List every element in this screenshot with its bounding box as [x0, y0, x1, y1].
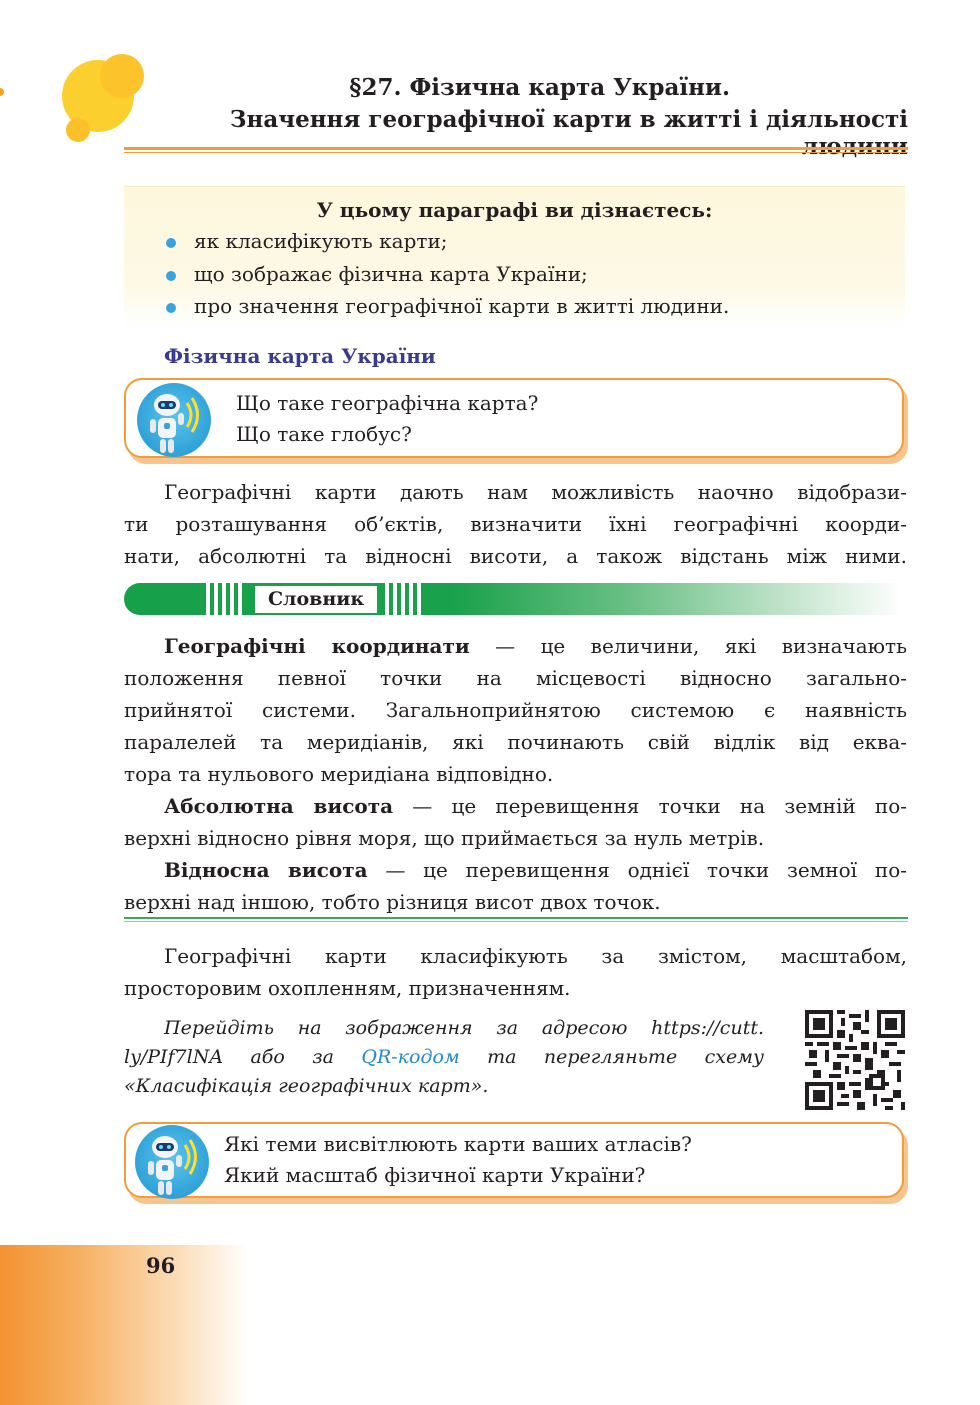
text-line: верхні відносно рівня моря, що приймається за нуль метрів.: [124, 826, 765, 850]
bar-stripe: [409, 583, 413, 615]
bar-stripe: [214, 583, 218, 615]
classify-paragraph: [124, 940, 907, 1004]
bullet-dot-icon: [166, 238, 176, 248]
definition-start: — це величини, які визначають: [469, 634, 908, 658]
learn-item: що зображає фізична карта України;: [194, 262, 588, 286]
text-line: [124, 854, 907, 886]
term: Відносна висота: [164, 858, 368, 882]
text-line: [124, 630, 907, 662]
dictionary-divider-thin: [124, 921, 908, 922]
text-line: нати, абсолютні та відносні висоти, а також відстань між ними.: [124, 544, 907, 568]
definition-start: — це перевищення однієї точки земної по-: [367, 858, 907, 882]
paragraph-title-line1: §27. Фізична карта України.: [349, 74, 730, 101]
bar-stripe: [417, 583, 421, 615]
question-line: Що таке глобус?: [236, 422, 412, 446]
text-line: «Класифікація географічних карт».: [124, 1075, 489, 1097]
text-line: положення певної точки на місцевості відносно загально-: [124, 666, 907, 690]
text-line: [124, 790, 907, 822]
text-line: прийнятої системи. Загальноприйнятою системою є наявність: [124, 698, 907, 722]
learn-box-heading: У цьому параграфі ви дізнаєтесь:: [316, 198, 713, 222]
page-number: 96: [146, 1253, 176, 1278]
bar-stripe: [385, 583, 389, 615]
robot-icon: [135, 1125, 209, 1199]
intro-paragraph: [124, 476, 907, 572]
section-heading: Фізична карта України: [164, 344, 436, 368]
question-line: Який масштаб фізичної карти України?: [224, 1163, 646, 1187]
bar-stripe: [222, 583, 226, 615]
decor-circle-edge: [0, 88, 4, 96]
text-line: Географічні карти дають нам можливість наочно відобрази-: [164, 480, 907, 504]
bar-stripe: [393, 583, 397, 615]
bar-stripe: [238, 583, 242, 615]
question-line: Які теми висвітлюють карти ваших атласів?: [224, 1132, 692, 1156]
term: Географічні координати: [164, 634, 470, 658]
text-fragment: ly/PIf7lNA або за: [124, 1046, 362, 1068]
bar-stripe: [230, 583, 234, 615]
bar-stripe: [401, 583, 405, 615]
paragraph-title-line2: Значення географічної карти в житті і діяльності: [229, 106, 908, 133]
dictionary-label: Словник: [254, 585, 378, 614]
text-fragment: та перегляньте схему: [459, 1046, 764, 1068]
term: Абсолютна висота: [164, 794, 394, 818]
definition-start: — це перевищення точки на земній по-: [393, 794, 907, 818]
title-divider-thin: [124, 152, 908, 153]
text-line: паралелей та меридіанів, які починають свій відлік від еква-: [124, 730, 907, 754]
text-line: просторовим охопленням, призначенням.: [124, 976, 571, 1000]
learn-item: про значення географічної карти в житті людини.: [194, 294, 730, 318]
decor-circle-small: [66, 118, 90, 142]
dictionary-entries: [124, 630, 907, 918]
text-line: [124, 1043, 764, 1072]
bullet-dot-icon: [166, 303, 176, 313]
qr-link[interactable]: QR-кодом: [361, 1046, 460, 1068]
text-line: ти розташування об’єктів, визначити їхні географічні коорди-: [124, 512, 907, 536]
question-line: Що таке географічна карта?: [236, 391, 539, 415]
page-corner-decoration: [0, 1245, 250, 1405]
robot-icon: [137, 383, 211, 457]
title-divider: [124, 147, 908, 150]
text-line: верхні над іншою, тобто різниця висот двох точок.: [124, 890, 661, 914]
qr-code-icon[interactable]: [803, 1010, 907, 1110]
learn-item: як класифікують карти;: [194, 229, 448, 253]
text-line: тора та нульового меридіана відповідно.: [124, 762, 554, 786]
question-box-1: [124, 378, 904, 458]
bar-stripe: [206, 583, 210, 615]
dictionary-divider: [124, 917, 908, 919]
text-line: Перейдіть на зображення за адресою https://cutt.: [164, 1017, 764, 1039]
link-note: [124, 1014, 764, 1101]
bullet-dot-icon: [166, 271, 176, 281]
text-line: Географічні карти класифікують за змістом, масштабом,: [164, 944, 907, 968]
